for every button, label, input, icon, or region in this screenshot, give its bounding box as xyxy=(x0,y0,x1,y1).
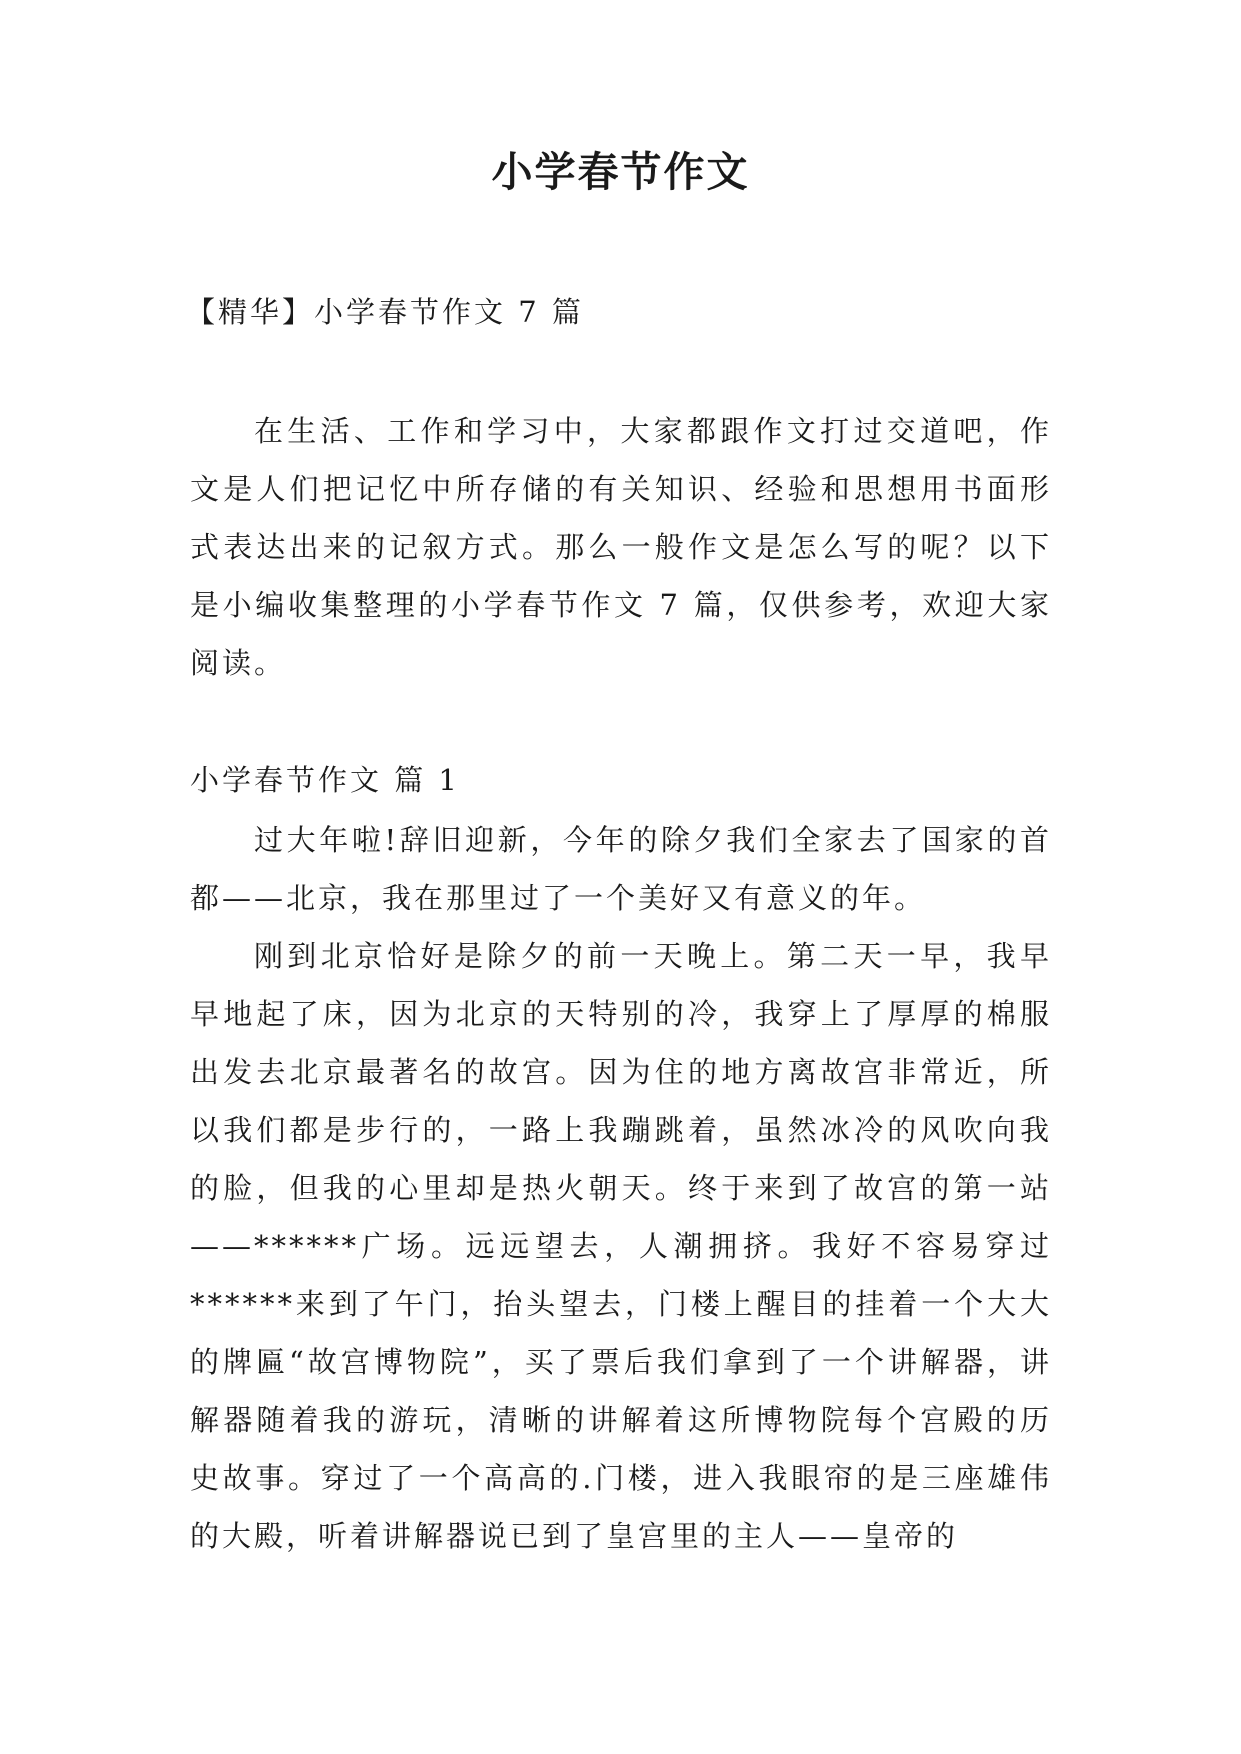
document-subtitle: 【精华】小学春节作文 7 篇 xyxy=(186,295,584,329)
section-heading: 小学春节作文 篇 1 xyxy=(190,763,460,797)
body-paragraph-2: 刚到北京恰好是除夕的前一天晚上。第二天一早，我早早地起了床，因为北京的天特别的冷，我穿上了厚厚的棉服出发去北京最著名的故宫。因为住的地方离故宫非常近，所以我们都是步行的，一路上我蹦跳着，虽然冰冷的风吹向我的脸，但我的心里却是热火朝天。终于来到了故宫的第一站——******广场。远远望去，人潮拥挤。我好不容易穿过******来到了午门，抬头望去，门楼上醒目的挂着一个大大的牌匾“故宫博物院”，买了票后我们拿到了一个讲解器，讲解器随着我的游玩，清晰的讲解着这所博物院每个宫殿的历史故事。穿过了一个高高的.门楼，进入我眼帘的是三座雄伟的大殿，听着讲解器说已到了皇宫里的主人——皇帝的 xyxy=(190,939,1052,1553)
document-title: 小学春节作文 xyxy=(491,148,750,196)
intro-paragraph: 在生活、工作和学习中，大家都跟作文打过交道吧，作文是人们把记忆中所存储的有关知识、经验和思想用书面形式表达出来的记叙方式。那么一般作文是怎么写的呢？以下是小编收集整理的小学春节作文 7 篇，仅供参考，欢迎大家阅读。 xyxy=(190,414,1052,680)
body-paragraph-1: 过大年啦!辞旧迎新，今年的除夕我们全家去了国家的首都——北京，我在那里过了一个美好又有意义的年。 xyxy=(190,823,1052,915)
